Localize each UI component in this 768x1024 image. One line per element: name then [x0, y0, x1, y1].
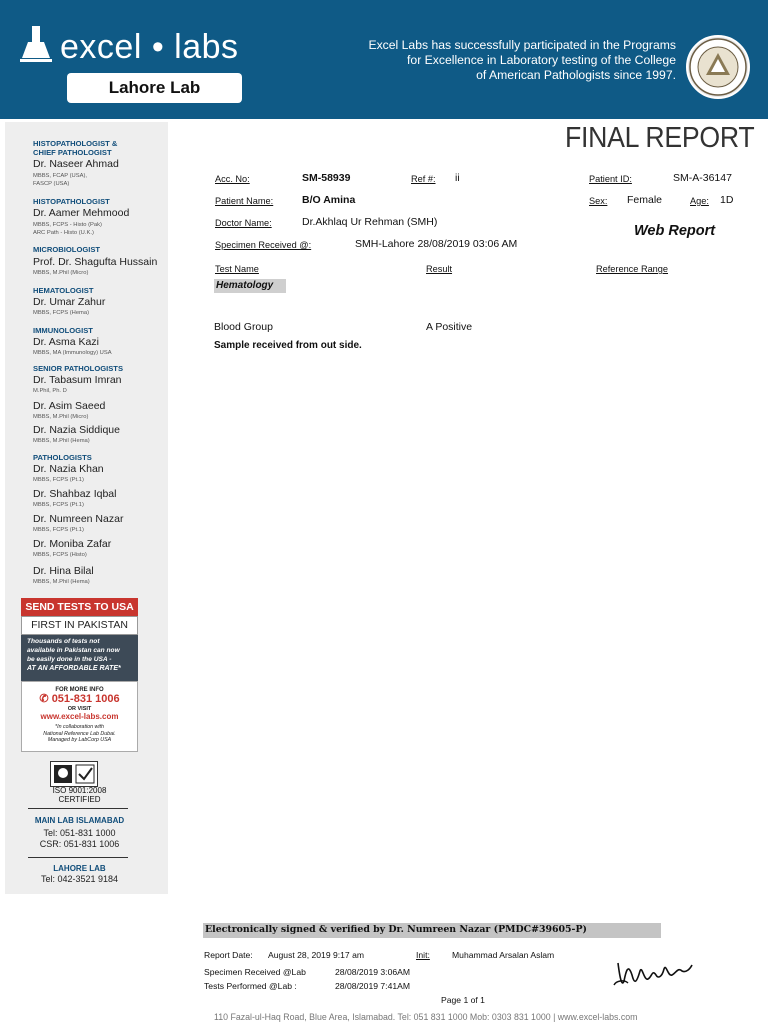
section-label: Hematology — [216, 280, 274, 291]
doctor-qualification: MBBS, M.Phil (Hema) — [33, 579, 90, 585]
role-heading: HISTOPATHOLOGIST — [33, 197, 110, 206]
doctor-qualification: MBBS, FCPS (Histo) — [33, 552, 87, 558]
sex-value: Female — [627, 194, 663, 206]
patient-id-label: Patient ID: — [589, 174, 632, 184]
iso-line: CERTIFIED — [58, 795, 101, 804]
signature-icon — [606, 941, 706, 1001]
patient-name-value: B/O Amina — [302, 194, 356, 206]
role-heading: HEMATOLOGIST — [33, 286, 94, 295]
collab-line: *In collaboration with — [55, 724, 104, 730]
iso-certification-icon — [50, 761, 98, 787]
main-lab-tel: Tel: 051-831 1000 — [43, 828, 116, 838]
sex-label: Sex: — [589, 196, 608, 206]
doctor-qualification: MBBS, FCAP (USA), — [33, 173, 88, 179]
doctor-qualification: MBBS, FCPS (Pt.1) — [33, 477, 84, 483]
report-title: FINAL REPORT — [565, 122, 755, 154]
doctor-name-label: Doctor Name: — [215, 218, 272, 228]
more-info-label: FOR MORE INFO — [55, 687, 104, 693]
promo-line: available in Pakistan can now — [27, 647, 120, 654]
init-label: Init: — [416, 950, 430, 960]
role-heading: CHIEF PATHOLOGIST — [33, 148, 112, 157]
signed-by-text: Electronically signed & verified by Dr. Numreen Nazar (PMDC#39605-P) — [205, 924, 587, 935]
promo-line: Thousands of tests not — [27, 638, 100, 645]
promo-line: AT AN AFFORDABLE RATE* — [27, 665, 121, 672]
cap-line: for Excellence in Laboratory testing of the College — [407, 53, 676, 67]
doctor-name: Dr. Naseer Ahmad — [33, 158, 119, 170]
role-heading: MICROBIOLOGIST — [33, 245, 101, 254]
divider — [28, 808, 128, 809]
lahore-lab-tel: Tel: 042-3521 9184 — [40, 874, 119, 884]
promo-line: be easily done in the USA - — [27, 656, 112, 663]
doctor-qualification: MBBS, FCPS - Histo (Pak) — [33, 222, 102, 228]
role-heading: IMMUNOLOGIST — [33, 326, 93, 335]
patient-id-value: SM-A-36147 — [673, 172, 732, 184]
promo-message — [21, 635, 138, 681]
doctor-qualification: MBBS, M.Phil (Micro) — [33, 270, 89, 276]
iso-certified-text — [21, 786, 138, 804]
doctor-qualification: FASCP (USA) — [33, 181, 70, 187]
specimen-label: Specimen Received @: — [215, 240, 312, 250]
collab-line: Managed by LabCorp USA — [47, 737, 112, 743]
or-visit-label: OR VISIT — [67, 706, 92, 712]
report-date-label: Report Date: — [204, 950, 253, 960]
web-report-label: Web Report — [634, 223, 716, 239]
report-date-value: August 28, 2019 9:17 am — [268, 950, 365, 960]
report-note: Sample received from out side. — [214, 340, 362, 351]
footer-address: 110 Fazal-ul-Haq Road, Blue Area, Islamabad. Tel: 051 831 1000 Mob: 0303 831 1000 | www.excel-labs.com — [214, 1012, 638, 1022]
doctor-name: Prof. Dr. Shagufta Hussain — [33, 256, 158, 268]
cap-statement — [300, 38, 676, 83]
specimen-lab-label: Specimen Received @Lab — [204, 967, 306, 977]
doctor-name: Dr. Aamer Mehmood — [33, 207, 130, 219]
doctor-name: Dr. Shahbaz Iqbal — [33, 488, 117, 500]
branch-label: Lahore Lab — [108, 78, 201, 97]
acc-no-label: Acc. No: — [215, 174, 250, 184]
main-lab-csr: CSR: 051-831 1006 — [39, 839, 120, 849]
doctor-name: Dr. Nazia Khan — [33, 463, 104, 475]
col-test-name: Test Name — [215, 264, 259, 274]
ref-label: Ref #: — [411, 174, 436, 184]
doctor-name: Dr. Asim Saeed — [33, 400, 106, 412]
tests-performed-value: 28/08/2019 7:41AM — [335, 981, 411, 991]
patient-name-label: Patient Name: — [215, 196, 274, 206]
doctor-name: Dr. Numreen Nazar — [33, 513, 124, 525]
acc-no-value: SM-58939 — [302, 172, 351, 184]
doctor-name-value: Dr.Akhlaq Ur Rehman (SMH) — [302, 216, 438, 228]
lahore-lab-title: LAHORE LAB — [53, 864, 106, 873]
role-heading: SENIOR PATHOLOGISTS — [33, 364, 124, 373]
cap-line: Excel Labs has successfully participated in the Programs — [368, 38, 676, 52]
doctor-qualification: MBBS, MA (Immunology) USA — [33, 350, 112, 356]
doctor-qualification: MBBS, FCPS (Pt.1) — [33, 527, 84, 533]
collab-line: National Reference Lab Dubai. — [43, 730, 116, 737]
role-heading: PATHOLOGISTS — [33, 453, 92, 462]
col-reference-range: Reference Range — [596, 264, 669, 274]
cap-line: of American Pathologists since 1997. — [476, 68, 676, 82]
role-heading: HISTOPATHOLOGIST & — [33, 139, 118, 148]
result-cell: A Positive — [426, 321, 473, 333]
first-in-pakistan-label: FIRST IN PAKISTAN — [21, 616, 138, 635]
test-name-cell: Blood Group — [214, 321, 273, 333]
ref-value: ii — [455, 172, 460, 184]
send-tests-banner: SEND TESTS TO USA — [21, 598, 138, 616]
age-value: 1D — [720, 194, 734, 206]
promo-contact-box — [21, 681, 138, 752]
doctor-qualification: MBBS, M.Phil (Micro) — [33, 414, 89, 420]
doctor-name: Dr. Umar Zahur — [33, 296, 106, 308]
doctor-qualification: MBBS, M.Phil (Hema) — [33, 438, 90, 444]
doctor-qualification: ARC Path - Histo (U.K.) — [33, 230, 94, 236]
cap-seal-icon — [686, 35, 750, 99]
phone-icon: ✆ — [39, 693, 52, 705]
specimen-value: SMH-Lahore 28/08/2019 03:06 AM — [355, 238, 518, 250]
doctor-name: Dr. Tabasum Imran — [33, 374, 122, 386]
doctor-qualification: MBBS, FCPS (Hema) — [33, 310, 90, 316]
doctor-qualification: M.Phil, Ph. D — [33, 388, 67, 394]
doctor-name: Dr. Hina Bilal — [33, 565, 94, 577]
doctor-name: Dr. Nazia Siddique — [33, 424, 120, 436]
doctor-qualification: MBBS, FCPS (Pt.1) — [33, 502, 84, 508]
promo-phone-number: 051-831 1006 — [51, 693, 120, 705]
promo-website-link[interactable]: www.excel-labs.com — [40, 712, 119, 721]
iso-line: ISO 9001:2008 — [52, 786, 107, 795]
page-number: Page 1 of 1 — [441, 995, 485, 1005]
col-result: Result — [426, 264, 453, 274]
doctor-name: Dr. Asma Kazi — [33, 336, 99, 348]
init-value: Muhammad Arsalan Aslam — [452, 950, 555, 960]
age-label: Age: — [690, 196, 709, 206]
main-lab-title: MAIN LAB ISLAMABAD — [34, 816, 125, 825]
specimen-lab-value: 28/08/2019 3:06AM — [335, 967, 411, 977]
divider — [28, 857, 128, 858]
brand-name: excel • labs — [60, 28, 239, 66]
doctor-name: Dr. Moniba Zafar — [33, 538, 112, 550]
tests-performed-label: Tests Performed @Lab : — [204, 981, 297, 991]
excel-labs-logo-icon — [20, 26, 52, 62]
promo-phone — [22, 693, 137, 706]
